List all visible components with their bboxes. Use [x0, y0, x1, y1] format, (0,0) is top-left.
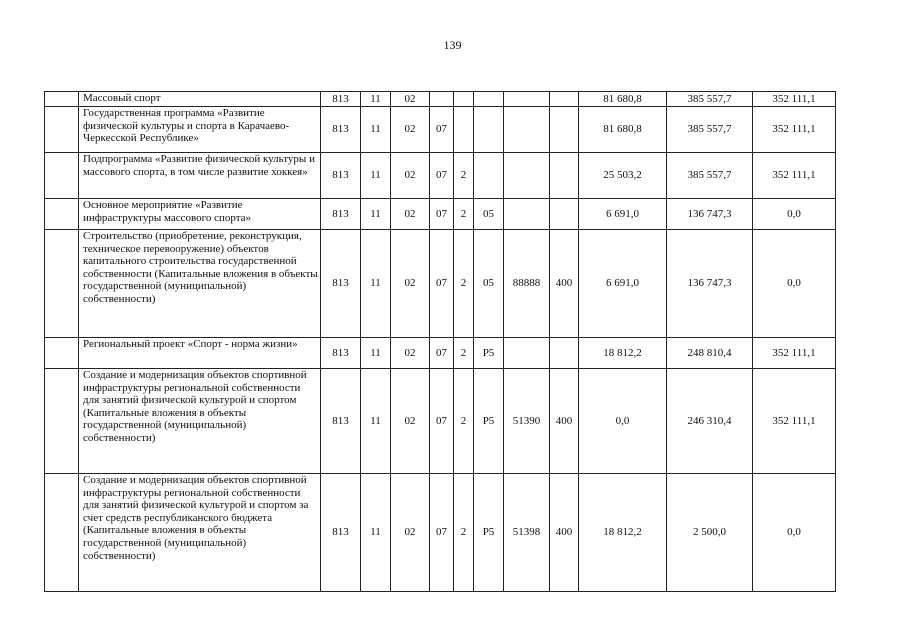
section-cell: 11 — [361, 92, 391, 107]
grbs-cell: 813 — [321, 107, 361, 153]
table-row — [45, 107, 836, 153]
section-cell: 11 — [361, 230, 391, 338]
amount-year3-cell: 0,0 — [753, 199, 836, 230]
amount-year3-cell: 0,0 — [753, 230, 836, 338]
subsection-cell: 02 — [391, 199, 430, 230]
program-cell: 07 — [430, 199, 454, 230]
item-name-cell: Основное мероприятие «Развитие инфраструктуры массового спорта» — [79, 199, 321, 230]
direction-cell — [504, 107, 550, 153]
amount-year2-cell: 385 557,7 — [667, 153, 753, 199]
table-row — [45, 199, 836, 230]
row-number-cell — [45, 199, 79, 230]
subprogram-cell: 2 — [454, 474, 474, 592]
expense-type-cell — [550, 199, 579, 230]
direction-cell — [504, 153, 550, 199]
amount-year3-cell: 0,0 — [753, 474, 836, 592]
program-cell: 07 — [430, 230, 454, 338]
amount-year2-cell: 385 557,7 — [667, 107, 753, 153]
amount-year2-cell: 246 310,4 — [667, 369, 753, 474]
subprogram-cell: 2 — [454, 338, 474, 369]
amount-year3-cell: 352 111,1 — [753, 107, 836, 153]
grbs-cell: 813 — [321, 230, 361, 338]
event-cell — [474, 92, 504, 107]
section-cell: 11 — [361, 199, 391, 230]
row-number-cell — [45, 338, 79, 369]
direction-cell: 51398 — [504, 474, 550, 592]
row-number-cell — [45, 92, 79, 107]
row-number-cell — [45, 230, 79, 338]
table-row — [45, 474, 836, 592]
grbs-cell: 813 — [321, 199, 361, 230]
program-cell: 07 — [430, 474, 454, 592]
subsection-cell: 02 — [391, 338, 430, 369]
direction-cell — [504, 199, 550, 230]
row-number-cell — [45, 153, 79, 199]
expense-type-cell — [550, 107, 579, 153]
event-cell: P5 — [474, 338, 504, 369]
section-cell: 11 — [361, 369, 391, 474]
subprogram-cell — [454, 92, 474, 107]
program-cell — [430, 92, 454, 107]
expense-type-cell — [550, 153, 579, 199]
item-name-cell: Массовый спорт — [79, 92, 321, 107]
event-cell: 05 — [474, 230, 504, 338]
grbs-cell: 813 — [321, 153, 361, 199]
grbs-cell: 813 — [321, 369, 361, 474]
subprogram-cell: 2 — [454, 199, 474, 230]
grbs-cell: 813 — [321, 92, 361, 107]
direction-cell — [504, 92, 550, 107]
subprogram-cell: 2 — [454, 153, 474, 199]
budget-table — [44, 91, 836, 592]
event-cell: P5 — [474, 474, 504, 592]
event-cell: P5 — [474, 369, 504, 474]
row-number-cell — [45, 107, 79, 153]
event-cell — [474, 107, 504, 153]
direction-cell: 51390 — [504, 369, 550, 474]
amount-year2-cell: 385 557,7 — [667, 92, 753, 107]
expense-type-cell — [550, 92, 579, 107]
amount-year1-cell: 81 680,8 — [579, 92, 667, 107]
table-row — [45, 153, 836, 199]
table-row — [45, 338, 836, 369]
amount-year1-cell: 18 812,2 — [579, 338, 667, 369]
item-name-cell: Подпрограмма «Развитие физической культуры и массового спорта, в том числе развитие хоккея» — [79, 153, 321, 199]
subsection-cell: 02 — [391, 153, 430, 199]
subprogram-cell: 2 — [454, 230, 474, 338]
expense-type-cell: 400 — [550, 369, 579, 474]
section-cell: 11 — [361, 153, 391, 199]
subprogram-cell — [454, 107, 474, 153]
amount-year1-cell: 25 503,2 — [579, 153, 667, 199]
subprogram-cell: 2 — [454, 369, 474, 474]
direction-cell: 88888 — [504, 230, 550, 338]
grbs-cell: 813 — [321, 338, 361, 369]
subsection-cell: 02 — [391, 230, 430, 338]
expense-type-cell — [550, 338, 579, 369]
amount-year3-cell: 352 111,1 — [753, 338, 836, 369]
program-cell: 07 — [430, 153, 454, 199]
amount-year1-cell: 18 812,2 — [579, 474, 667, 592]
amount-year1-cell: 6 691,0 — [579, 199, 667, 230]
amount-year2-cell: 248 810,4 — [667, 338, 753, 369]
amount-year1-cell: 6 691,0 — [579, 230, 667, 338]
row-number-cell — [45, 474, 79, 592]
item-name-cell: Создание и модернизация объектов спортивной инфраструктуры региональной собственности для занятий физической культурой и спортом за счет средств республиканского бюджета (Капитальные вложения в объекты государственной (муниципальной) собственности) — [79, 474, 321, 592]
event-cell — [474, 153, 504, 199]
amount-year3-cell: 352 111,1 — [753, 153, 836, 199]
amount-year3-cell: 352 111,1 — [753, 92, 836, 107]
section-cell: 11 — [361, 338, 391, 369]
program-cell: 07 — [430, 338, 454, 369]
item-name-cell: Региональный проект «Спорт - норма жизни» — [79, 338, 321, 369]
amount-year2-cell: 136 747,3 — [667, 199, 753, 230]
item-name-cell: Строительство (приобретение, реконструкция, техническое перевооружение) объектов капитального строительства государственной собственности (Капитальные вложения в объекты государственной (муниципальной) собственности) — [79, 230, 321, 338]
section-cell: 11 — [361, 107, 391, 153]
grbs-cell: 813 — [321, 474, 361, 592]
row-number-cell — [45, 369, 79, 474]
subsection-cell: 02 — [391, 369, 430, 474]
amount-year2-cell: 136 747,3 — [667, 230, 753, 338]
program-cell: 07 — [430, 369, 454, 474]
item-name-cell: Государственная программа «Развитие физической культуры и спорта в Карачаево-Черкесской Республике» — [79, 107, 321, 153]
amount-year2-cell: 2 500,0 — [667, 474, 753, 592]
amount-year1-cell: 81 680,8 — [579, 107, 667, 153]
amount-year1-cell: 0,0 — [579, 369, 667, 474]
event-cell: 05 — [474, 199, 504, 230]
subsection-cell: 02 — [391, 92, 430, 107]
table-row — [45, 230, 836, 338]
table-row — [45, 369, 836, 474]
subsection-cell: 02 — [391, 107, 430, 153]
expense-type-cell: 400 — [550, 474, 579, 592]
section-cell: 11 — [361, 474, 391, 592]
table-row — [45, 92, 836, 107]
item-name-cell: Создание и модернизация объектов спортивной инфраструктуры региональной собственности для занятий физической культурой и спортом (Капитальные вложения в объекты государственной (муниципальной) собственности) — [79, 369, 321, 474]
direction-cell — [504, 338, 550, 369]
subsection-cell: 02 — [391, 474, 430, 592]
page-number: 139 — [443, 38, 462, 52]
program-cell: 07 — [430, 107, 454, 153]
amount-year3-cell: 352 111,1 — [753, 369, 836, 474]
expense-type-cell: 400 — [550, 230, 579, 338]
